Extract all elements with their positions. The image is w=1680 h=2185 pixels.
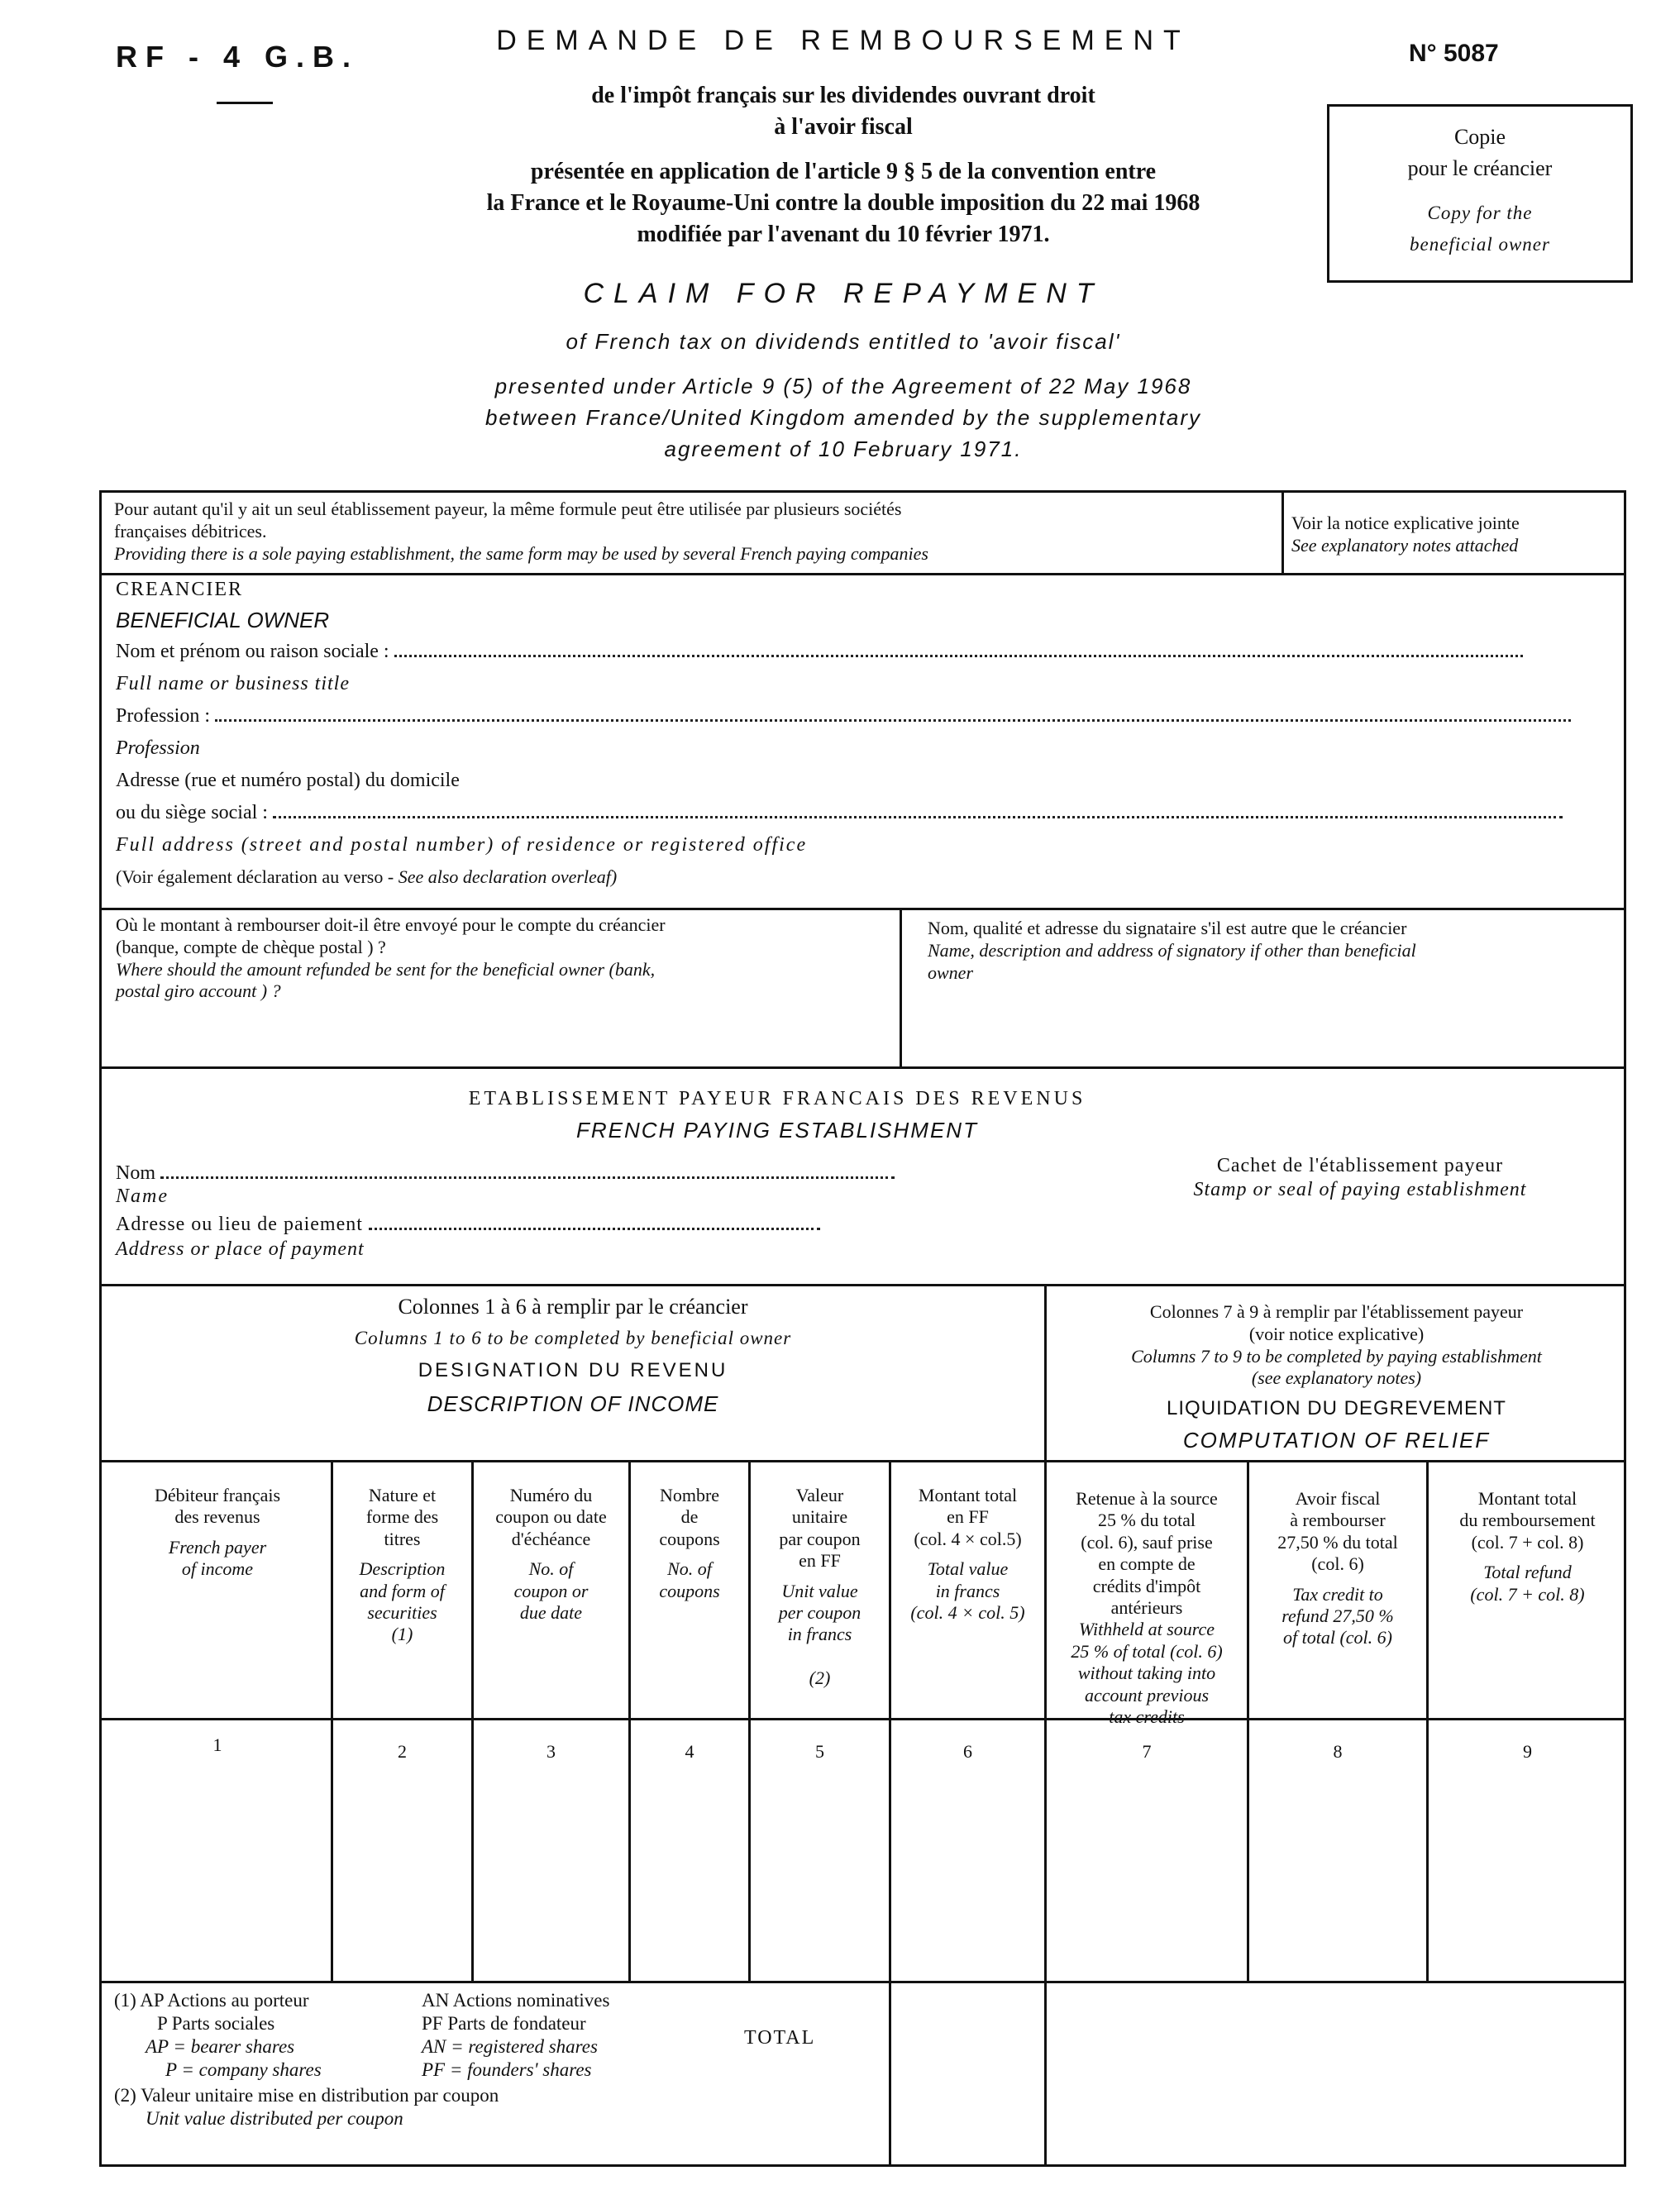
column-number-5: 5 xyxy=(815,1741,824,1762)
column-header-2 xyxy=(333,1485,471,1646)
divider xyxy=(900,908,902,1066)
column-number-7: 7 xyxy=(1142,1741,1152,1762)
column-number-6: 6 xyxy=(963,1741,972,1762)
establishment-address-dotted-line[interactable] xyxy=(369,1224,820,1230)
signatory-label xyxy=(928,918,1416,984)
establishment-address-label-en: Address or place of payment xyxy=(116,1238,365,1260)
column-header-en-line: due date xyxy=(519,1601,583,1623)
column-entry-cell-8[interactable] xyxy=(1249,1777,1426,1976)
column-entry-cell-9[interactable] xyxy=(1429,1777,1626,1976)
column-header-en-line: Unit value xyxy=(781,1580,858,1601)
income-right-fr-2: (voir notice explicative) xyxy=(1248,1323,1425,1344)
column-header-en-line: French payer xyxy=(168,1536,267,1558)
profession-label-en: Profession xyxy=(116,737,200,759)
subtitle-fr-2: à l'avoir fiscal xyxy=(774,114,913,140)
subtitle-en: of French tax on dividends entitled to 'avoir fiscal' xyxy=(566,329,1121,354)
establishment-address-field[interactable] xyxy=(116,1214,820,1236)
column-header-en-line: refund 27,50 % xyxy=(1281,1605,1394,1626)
divider xyxy=(99,1460,1626,1462)
spacer xyxy=(631,1550,748,1558)
establishment-heading-fr: ETABLISSEMENT PAYEUR FRANCAIS DES REVENUS xyxy=(468,1088,1086,1109)
column-header-fr-line: Nombre xyxy=(659,1485,720,1505)
income-right-title-fr: LIQUIDATION DU DEGREVEMENT xyxy=(1167,1397,1506,1419)
divider xyxy=(99,1284,1626,1286)
column-number-9: 9 xyxy=(1523,1741,1532,1762)
column-header-fr-line: Montant total xyxy=(918,1485,1018,1505)
column-header-en-line: in francs xyxy=(935,1580,1000,1601)
column-header-en-line: without taking into xyxy=(1077,1663,1216,1684)
footnote-p-en: P = company shares xyxy=(165,2059,322,2081)
footnote-an-fr: AN Actions nominatives xyxy=(422,1990,610,2011)
stamp-label xyxy=(1141,1154,1579,1203)
basis-fr-1: présentée en application de l'article 9 § 5 de la convention entre xyxy=(530,159,1157,184)
address-dotted-line[interactable] xyxy=(273,813,1563,818)
footnote-pf-fr: PF Parts de fondateur xyxy=(422,2013,586,2035)
column-entry-cell-7[interactable] xyxy=(1047,1777,1247,1976)
copy-label-en-1: Copy for the xyxy=(1427,203,1533,223)
creditor-heading-fr: CREANCIER xyxy=(116,579,244,600)
establishment-heading-en: FRENCH PAYING ESTABLISHMENT xyxy=(576,1118,978,1143)
column-header-en-line: Total value xyxy=(927,1558,1009,1580)
notice-side xyxy=(1291,513,1520,557)
signatory-en-2: owner xyxy=(928,961,973,983)
payment-en-1: Where should the amount refunded be sent for the beneficial owner (bank, xyxy=(116,958,656,980)
column-header-fr-line: (col. 6), sauf prise xyxy=(1081,1531,1213,1553)
column-number-4: 4 xyxy=(685,1741,694,1762)
column-header-fr-line: Nature et xyxy=(368,1485,437,1505)
footnote-1-right xyxy=(422,1989,609,2082)
column-header-en-line: Tax credit to xyxy=(1292,1583,1383,1605)
column-header-en-line: Description xyxy=(359,1558,446,1580)
divider xyxy=(99,573,1626,575)
spacer xyxy=(751,1572,889,1581)
spacer xyxy=(1249,1576,1426,1584)
income-left-en: Columns 1 to 6 to be completed by beneficial owner xyxy=(354,1328,792,1348)
column-header-4 xyxy=(631,1485,748,1602)
column-header-en-line: of income xyxy=(181,1558,254,1580)
column-entry-cell-2[interactable] xyxy=(333,1777,471,1976)
column-header-3 xyxy=(474,1485,628,1624)
total-relief-cell[interactable] xyxy=(1047,1983,1624,2164)
column-header-en-line: per coupon xyxy=(778,1601,861,1623)
column-header-fr-line: forme des xyxy=(365,1506,439,1528)
column-header-en-line: securities xyxy=(367,1601,437,1623)
establishment-name-label-en: Name xyxy=(116,1186,169,1207)
footnote-1-left xyxy=(114,1989,322,2082)
form-code: RF - 4 G.B. xyxy=(116,40,360,74)
footnote-p-fr: P Parts sociales xyxy=(157,2013,275,2035)
column-header-fr-line: crédits d'impôt xyxy=(1092,1575,1201,1596)
column-header-fr-line: en FF xyxy=(947,1506,989,1528)
column-header-1 xyxy=(104,1485,331,1581)
column-header-fr-line: Débiteur français xyxy=(154,1485,281,1505)
column-entry-cell-4[interactable] xyxy=(631,1777,748,1976)
column-header-en-line: coupon or xyxy=(513,1580,589,1601)
column-number-3: 3 xyxy=(546,1741,556,1762)
income-left-fr: Colonnes 1 à 6 à remplir par le créancier xyxy=(398,1295,748,1319)
see-also xyxy=(116,866,617,888)
column-header-en-line: in francs xyxy=(787,1624,852,1645)
notice-en: Providing there is a sole paying establishment, the same form may be used by several French paying companies xyxy=(114,542,928,564)
column-header-en-line: (1) xyxy=(391,1624,413,1645)
profession-dotted-line[interactable] xyxy=(215,716,1571,722)
signatory-answer-area[interactable] xyxy=(918,992,1612,1058)
spacer xyxy=(474,1550,628,1558)
footnote-2-fr: (2) Valeur unitaire mise en distribution par coupon xyxy=(114,2085,499,2106)
footnote-ap-en: AP = bearer shares xyxy=(146,2036,295,2058)
copy-label-fr-1: Copie xyxy=(1453,125,1506,149)
column-header-en-line: Total refund xyxy=(1483,1562,1572,1583)
footnote-2 xyxy=(114,2084,499,2130)
column-header-fr-line: Montant total xyxy=(1477,1488,1577,1509)
spacer xyxy=(104,1529,331,1537)
establishment-address-label: Adresse ou lieu de paiement xyxy=(116,1214,363,1235)
address-field[interactable] xyxy=(116,802,1563,824)
column-header-en-line: of total (col. 6) xyxy=(1283,1627,1392,1648)
column-header-en-line: (col. 7 + col. 8) xyxy=(1470,1583,1585,1605)
footnote-an-en: AN = registered shares xyxy=(422,2036,598,2058)
spacer xyxy=(333,1550,471,1558)
column-header-fr-line: d'échéance xyxy=(511,1528,591,1549)
divider xyxy=(99,1718,1626,1720)
notice-side-fr: Voir la notice explicative jointe xyxy=(1291,513,1520,533)
column-header-fr-line: titres xyxy=(384,1528,421,1549)
income-right-fr-1: Colonnes 7 à 9 à remplir par l'établissement payeur xyxy=(1149,1301,1524,1322)
payment-fr-2: (banque, compte de chèque postal ) ? xyxy=(116,936,386,957)
column-header-en-line: No. of xyxy=(528,1558,574,1580)
column-header-fr-line: Valeur xyxy=(795,1485,844,1505)
profession-label: Profession : xyxy=(116,705,210,727)
column-header-en-line: (col. 4 × col. 5) xyxy=(910,1601,1025,1623)
address-label-fr-1: Adresse (rue et numéro postal) du domicile xyxy=(116,770,460,791)
divider xyxy=(99,908,1626,910)
column-header-fr-line: en compte de xyxy=(1098,1553,1196,1575)
column-header-en-line: coupons xyxy=(659,1580,720,1601)
see-also-fr: (Voir également déclaration au verso - xyxy=(116,866,399,887)
column-header-5 xyxy=(751,1485,889,1689)
basis-en-1: presented under Article 9 (5) of the Agreement of 22 May 1968 xyxy=(494,374,1192,398)
column-header-fr-line: coupon ou date xyxy=(495,1506,607,1528)
name-field[interactable] xyxy=(116,641,1620,663)
column-header-fr-line: de xyxy=(680,1506,699,1528)
column-header-fr-line: antérieurs xyxy=(1110,1596,1183,1618)
address-label-en: Full address (street and postal number) of residence or registered office xyxy=(116,834,808,856)
divider xyxy=(99,1066,1626,1069)
copy-label-fr-2: pour le créancier xyxy=(1407,156,1553,180)
column-header-fr-line: par coupon xyxy=(779,1528,861,1549)
notice-fr xyxy=(114,499,928,565)
stamp-area[interactable] xyxy=(1141,1207,1604,1273)
divider xyxy=(217,102,273,104)
income-right-title-en: COMPUTATION OF RELIEF xyxy=(1182,1428,1491,1453)
column-entry-cell-5[interactable] xyxy=(751,1777,889,1976)
stamp-label-en: Stamp or seal of paying establishment xyxy=(1193,1179,1527,1201)
total-label: TOTAL xyxy=(744,2027,816,2049)
column-header-fr-line: (col. 7 + col. 8) xyxy=(1471,1531,1584,1553)
profession-field[interactable] xyxy=(116,705,1571,728)
column-header-7 xyxy=(1047,1488,1247,1728)
address-label: ou du siège social : xyxy=(116,802,268,823)
column-header-6 xyxy=(891,1485,1044,1624)
name-label-en: Full name or business title xyxy=(116,673,350,694)
column-entry-cell-3[interactable] xyxy=(474,1777,628,1976)
column-header-en-line: Withheld at source xyxy=(1078,1619,1215,1640)
column-header-fr-line: à rembourser xyxy=(1290,1510,1386,1531)
spacer xyxy=(1429,1553,1626,1562)
basis-en-2: between France/United Kingdom amended by the supplementary xyxy=(484,405,1202,430)
signatory-fr: Nom, qualité et adresse du signataire s'il est autre que le créancier xyxy=(928,918,1407,938)
column-header-9 xyxy=(1429,1488,1626,1605)
income-right-en-2: (see explanatory notes) xyxy=(1251,1367,1422,1389)
establishment-name-field[interactable] xyxy=(116,1162,895,1185)
total-col-6-cell[interactable] xyxy=(891,1983,1044,2164)
title-fr: DEMANDE DE REMBOURSEMENT xyxy=(496,25,1191,56)
footnote-pf-en: PF = founders' shares xyxy=(422,2059,592,2081)
payment-question xyxy=(116,914,666,1003)
income-right-notes xyxy=(1047,1301,1626,1390)
establishment-name-dotted-line[interactable] xyxy=(160,1173,895,1179)
payment-answer-area[interactable] xyxy=(116,992,885,1058)
footnote-2-en: Unit value distributed per coupon xyxy=(146,2108,403,2130)
column-header-en-line xyxy=(751,1646,889,1667)
name-dotted-line[interactable] xyxy=(394,651,1523,657)
column-header-fr-line: des revenus xyxy=(174,1506,260,1528)
see-also-en: See also declaration overleaf) xyxy=(398,866,618,887)
stamp-label-fr: Cachet de l'établissement payeur xyxy=(1216,1155,1504,1176)
column-header-fr-line: Retenue à la source xyxy=(1076,1488,1218,1509)
income-right-en-1: Columns 7 to 9 to be completed by paying establishment xyxy=(1131,1345,1542,1367)
title-en: CLAIM FOR REPAYMENT xyxy=(583,278,1104,309)
form-number: N° 5087 xyxy=(1409,40,1499,67)
column-header-fr-line: (col. 6) xyxy=(1311,1553,1364,1575)
column-header-fr-line: 27,50 % du total xyxy=(1277,1531,1398,1553)
creditor-heading-en: BENEFICIAL OWNER xyxy=(116,608,330,632)
column-header-en-line: 25 % of total (col. 6) xyxy=(1071,1640,1223,1662)
column-header-en-line: and form of xyxy=(360,1580,445,1601)
copy-box xyxy=(1327,104,1633,283)
notice-fr-line-2: françaises débitrices. xyxy=(114,520,267,541)
spacer xyxy=(891,1550,1044,1558)
column-header-en-line: (2) xyxy=(809,1667,831,1688)
notice-fr-line-1: Pour autant qu'il y ait un seul établissement payeur, la même formule peut être utilisée par plusieurs sociétés xyxy=(114,499,902,519)
column-header-fr-line: (col. 4 × col.5) xyxy=(914,1528,1022,1549)
column-header-en-line: No. of xyxy=(667,1558,712,1580)
income-left-title-fr: DESIGNATION DU REVENU xyxy=(418,1359,728,1381)
name-label: Nom et prénom ou raison sociale : xyxy=(116,641,389,662)
column-header-en-line: tax credits xyxy=(1109,1706,1185,1727)
notice-side-en: See explanatory notes attached xyxy=(1291,534,1519,556)
column-header-en-line: account previous xyxy=(1084,1684,1210,1706)
divider xyxy=(1281,490,1284,573)
payment-fr-1: Où le montant à rembourser doit-il être envoyé pour le compte du créancier xyxy=(116,914,666,935)
column-header-fr-line: coupons xyxy=(659,1528,720,1549)
signatory-en-1: Name, description and address of signatory if other than beneficial xyxy=(928,939,1416,961)
income-left-title-en: DESCRIPTION OF INCOME xyxy=(427,1391,719,1416)
subtitle-fr-1: de l'impôt français sur les dividendes ouvrant droit xyxy=(591,83,1095,108)
column-entry-cell-6[interactable] xyxy=(891,1777,1044,1976)
column-number-1: 1 xyxy=(212,1734,222,1755)
footnote-ap-fr: (1) AP Actions au porteur xyxy=(114,1990,309,2011)
payment-en-2: postal giro account ) ? xyxy=(116,980,281,1002)
column-entry-cell-1[interactable] xyxy=(104,1777,331,1976)
basis-fr-2: la France et le Royaume-Uni contre la double imposition du 22 mai 1968 xyxy=(486,190,1200,216)
column-header-fr-line: en FF xyxy=(799,1550,841,1572)
basis-fr-3: modifiée par l'avenant du 10 février 1971. xyxy=(637,222,1050,247)
establishment-name-label: Nom xyxy=(116,1162,155,1184)
column-header-fr-line: du remboursement xyxy=(1459,1510,1596,1531)
basis-en-3: agreement of 10 February 1971. xyxy=(664,437,1023,461)
column-header-fr-line: Numéro du xyxy=(509,1485,593,1505)
column-header-fr-line: 25 % du total xyxy=(1098,1510,1196,1531)
copy-label-en-2: beneficial owner xyxy=(1410,234,1550,255)
column-header-8 xyxy=(1249,1488,1426,1649)
column-header-fr-line: Avoir fiscal xyxy=(1295,1488,1381,1509)
column-header-fr-line: unitaire xyxy=(791,1506,848,1528)
column-number-8: 8 xyxy=(1333,1741,1343,1762)
column-number-2: 2 xyxy=(398,1741,407,1762)
